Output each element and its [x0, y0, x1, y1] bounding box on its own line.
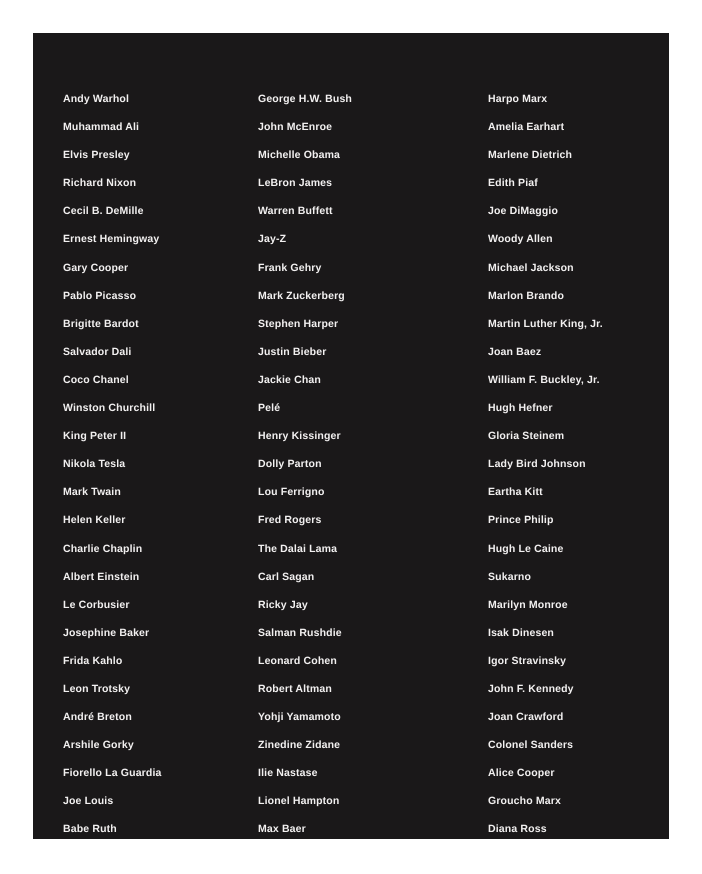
list-item: Mark Twain — [63, 486, 121, 499]
list-item: Cecil B. DeMille — [63, 205, 144, 218]
list-item: Justin Bieber — [258, 345, 327, 358]
list-item: Lady Bird Johnson — [488, 458, 586, 471]
list-item: Woody Allen — [488, 233, 553, 246]
list-item: William F. Buckley, Jr. — [488, 373, 600, 386]
list-item: Jay-Z — [258, 233, 287, 246]
list-item: Charlie Chaplin — [63, 542, 143, 555]
list-item: Helen Keller — [63, 514, 126, 527]
list-item: Prince Philip — [488, 514, 554, 527]
list-item: Gloria Steinem — [488, 430, 565, 443]
list-item: Stephen Harper — [258, 317, 339, 330]
list-item: Marlene Dietrich — [488, 149, 573, 162]
list-item: Brigitte Bardot — [63, 317, 139, 330]
list-item: Richard Nixon — [63, 177, 137, 190]
list-item: Jackie Chan — [258, 373, 321, 386]
list-item: Carl Sagan — [258, 570, 315, 583]
list-item: Sukarno — [488, 570, 532, 583]
list-item: Igor Stravinsky — [488, 654, 567, 667]
list-item: Salvador Dali — [63, 345, 132, 358]
name-list-panel — [33, 33, 669, 839]
list-item: George H.W. Bush — [258, 93, 352, 105]
list-item: King Peter II — [63, 430, 127, 443]
list-item: Michael Jackson — [488, 261, 574, 274]
list-item: Le Corbusier — [63, 598, 130, 611]
list-item: Ricky Jay — [258, 598, 308, 611]
list-item: Nikola Tesla — [63, 458, 126, 471]
list-item: Mark Zuckerberg — [258, 289, 345, 302]
list-item: Alice Cooper — [488, 767, 555, 780]
list-item: Andy Warhol — [63, 93, 130, 105]
list-item: Ernest Hemingway — [63, 233, 160, 246]
list-item: Harpo Marx — [488, 93, 548, 105]
list-item: Joe DiMaggio — [488, 205, 559, 218]
name-column — [245, 85, 457, 839]
list-item: Josephine Baker — [63, 626, 150, 639]
list-item: Dolly Parton — [258, 458, 322, 471]
list-item: Ilie Nastase — [258, 767, 318, 780]
list-item: Leon Trotsky — [63, 682, 131, 695]
list-item: Max Baer — [258, 823, 306, 836]
list-item: John McEnroe — [258, 121, 333, 134]
list-item: The Dalai Lama — [258, 542, 338, 555]
list-item: Fred Rogers — [258, 514, 322, 527]
list-item: Winston Churchill — [63, 402, 156, 415]
list-item: Joan Crawford — [488, 711, 564, 724]
list-item: Joan Baez — [488, 345, 542, 358]
list-item: LeBron James — [258, 177, 333, 190]
list-item: Gary Cooper — [63, 261, 129, 274]
list-item: Hugh Hefner — [488, 402, 553, 415]
list-item: Robert Altman — [258, 682, 332, 695]
list-item: Pablo Picasso — [63, 289, 137, 302]
name-column — [33, 85, 245, 839]
list-item: Coco Chanel — [63, 373, 129, 386]
list-item: Zinedine Zidane — [258, 739, 341, 752]
list-item: Muhammad Ali — [63, 121, 140, 134]
list-item: Diana Ross — [488, 823, 547, 836]
list-item: Arshile Gorky — [63, 739, 134, 752]
list-item: Isak Dinesen — [488, 626, 554, 639]
list-item: Martin Luther King, Jr. — [488, 317, 603, 330]
list-item: Marilyn Monroe — [488, 598, 568, 611]
name-column — [457, 85, 669, 839]
list-item: Lionel Hampton — [258, 795, 340, 808]
list-item: Albert Einstein — [63, 570, 140, 583]
list-item: Colonel Sanders — [488, 739, 574, 752]
list-item: Amelia Earhart — [488, 121, 565, 134]
list-item: Pelé — [258, 402, 281, 415]
list-item: Elvis Presley — [63, 149, 130, 162]
list-item: Hugh Le Caine — [488, 542, 564, 555]
list-item: Warren Buffett — [258, 205, 333, 218]
list-item: Michelle Obama — [258, 149, 341, 162]
list-item: Babe Ruth — [63, 823, 117, 836]
list-item: John F. Kennedy — [488, 682, 574, 695]
list-item: Joe Louis — [63, 795, 114, 808]
list-item: Groucho Marx — [488, 795, 561, 808]
list-item: Frida Kahlo — [63, 654, 123, 667]
list-item: Lou Ferrigno — [258, 486, 325, 499]
list-item: Eartha Kitt — [488, 486, 543, 499]
list-item: Yohji Yamamoto — [258, 711, 341, 724]
list-item: Edith Piaf — [488, 177, 538, 190]
list-item: André Breton — [63, 711, 132, 724]
list-item: Frank Gehry — [258, 261, 322, 274]
list-item: Salman Rushdie — [258, 626, 342, 639]
name-columns — [33, 33, 669, 839]
list-item: Henry Kissinger — [258, 430, 341, 443]
list-item: Marlon Brando — [488, 289, 565, 302]
list-item: Fiorello La Guardia — [63, 767, 162, 780]
list-item: Leonard Cohen — [258, 654, 337, 667]
